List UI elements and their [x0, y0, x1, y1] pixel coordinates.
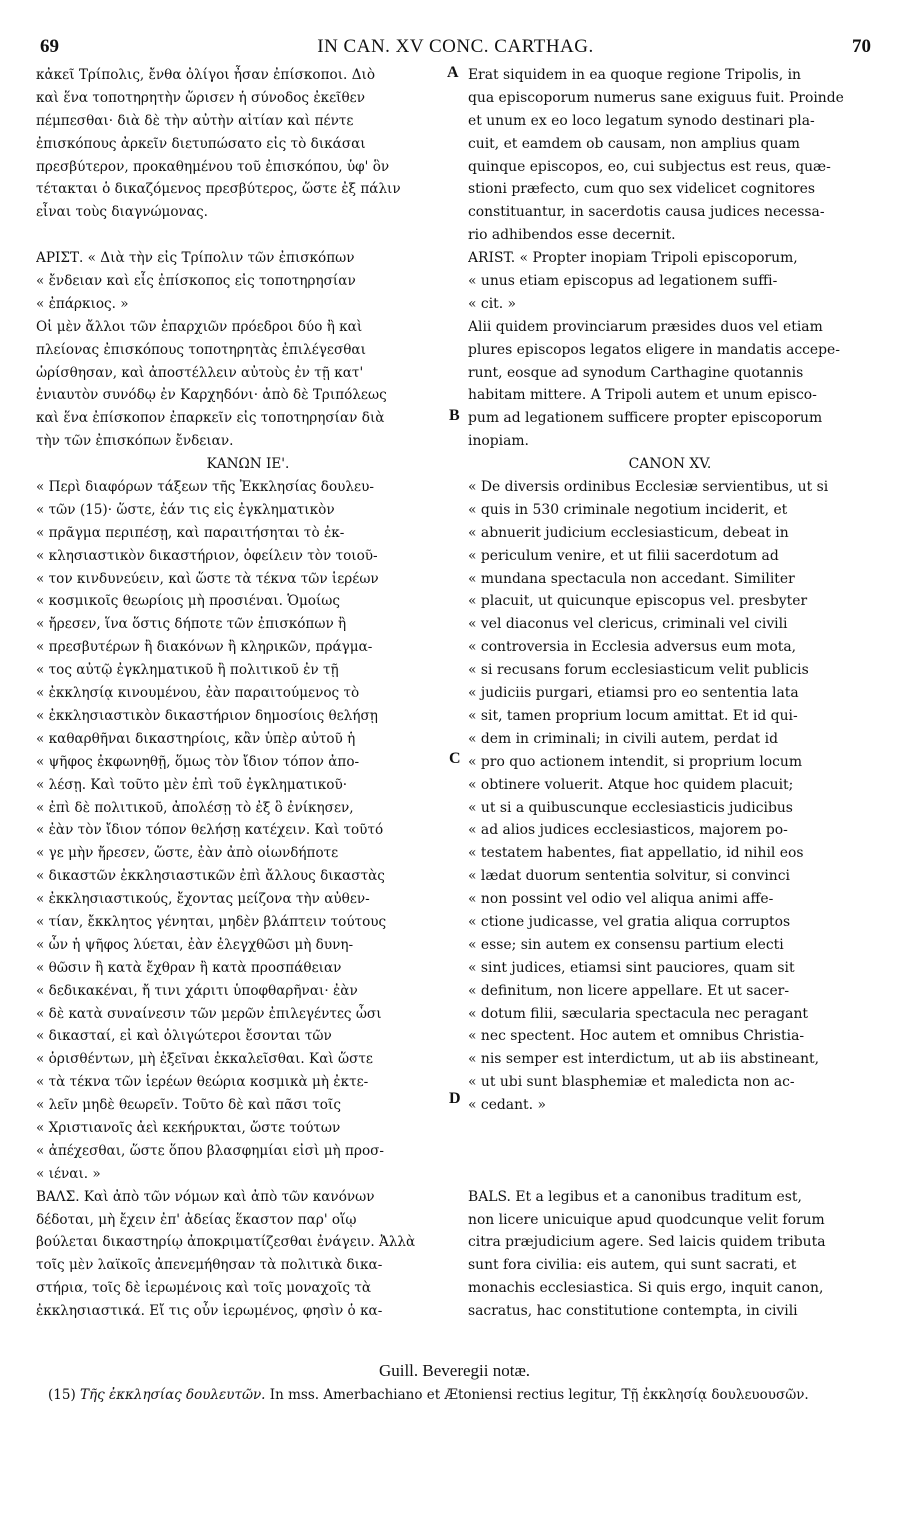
text-line: « sint judices, etiamsi sint pauciores, quam sit [468, 959, 795, 976]
text-line: καὶ ἕνα τοποτηρητὴν ὥρισεν ἡ σύνοδος ἐκεῖθεν [36, 89, 365, 106]
text-line: εἶναι τοὺς διαγνώμονας. [36, 204, 208, 221]
text-line: « non possint vel odio vel aliqua animi affe- [468, 891, 774, 908]
canon-heading: ΚΑΝΩΝ ΙΕ'. [206, 456, 290, 473]
text-line: ἐνιαυτὸν συνόδῳ ἐν Καρχηδόνι· ἀπὸ δὲ Τριπόλεως [36, 387, 387, 404]
text-line: « ad alios judices ecclesiasticos, majorem po- [468, 822, 788, 839]
text-line: « ἀπέχεσθαι, ὥστε ὅπου βλασφημίαι εἰσὶ μὴ προσ- [36, 1142, 385, 1159]
footnote-greek-phrase: Τῆς ἐκκλησίας δουλευτῶν. [80, 1387, 266, 1403]
page-header [40, 36, 871, 62]
text-line: « judiciis purgari, etiamsi pro eo sententia lata [468, 685, 799, 702]
text-line: « De diversis ordinibus Ecclesiæ servientibus, ut si [468, 479, 829, 496]
text-line: ARIST. « Propter inopiam Tripoli episcoporum, [468, 250, 798, 267]
margin-letter-c: C [449, 750, 461, 767]
text-line: quinque episcopos, eo, cui subjectus est reus, quæ- [468, 158, 831, 175]
text-line: « obtinere voluerit. Atque hoc quidem placuit; [468, 776, 794, 793]
text-line: rio adhibendos esse decernit. [468, 227, 676, 244]
text-line: non licere unicuique apud quodcunque velit forum [468, 1211, 825, 1228]
text-line: « dotum filii, sæcularia spectacula nec peragant [468, 1005, 808, 1022]
text-line: ὡρίσθησαν, καὶ ἀποστέλλειν αὐτοὺς ἐν τῇ κατ' [36, 364, 364, 381]
text-line: « dem in criminali; in civili autem, perdat id [468, 730, 779, 747]
text-line: « cedant. » [468, 1097, 546, 1114]
text-line: « testatem habentes, fiat appellatio, id nihil eos [468, 845, 804, 862]
text-line: δέδοται, μὴ ἔχειν ἐπ' ἀδείας ἕκαστον παρ' οἵῳ [36, 1211, 357, 1228]
text-line: πέμπεσθαι· διὰ δὲ τὴν αὐτὴν αἰτίαν καὶ πέντε [36, 112, 354, 129]
text-line: cuit, et eamdem ob causam, non amplius quam [468, 135, 800, 152]
text-line: « γε μὴν ἤρεσεν, ὥστε, ἐὰν ἀπὸ οἱωνδήποτε [36, 845, 339, 862]
text-line: « Χριστιανοῖς ἀεὶ κεκήρυκται, ὥστε τούτων [36, 1119, 341, 1136]
text-line: « controversia in Ecclesia adversus eum mota, [468, 639, 797, 656]
text-line: « δὲ κατὰ συναίνεσιν τῶν μερῶν ἐπιλεγέντες ὦσι [36, 1005, 382, 1022]
text-line: καὶ ἕνα ἐπίσκοπον ἐπαρκεῖν εἰς τοποτηρησίαν διὰ [36, 410, 385, 427]
text-line: « κοσμικοῖς θεωρίοις μὴ προσιέναι. Ὁμοίως [36, 593, 340, 610]
text-line: sunt fora civilia: eis autem, qui sunt sacrati, et [468, 1257, 797, 1274]
text-line: « λέσῃ. Καὶ τοῦτο μὲν ἐπὶ τοῦ ἐγκληματικοῦ· [36, 776, 348, 793]
text-line: πλείονας ἐπισκόπους τοποτηρητὰς ἐπιλέγεσθαι [36, 341, 366, 358]
latin-column [468, 64, 872, 1323]
text-line [36, 224, 460, 247]
text-line: « abnuerit judicium ecclesiasticum, debeat in [468, 524, 789, 541]
text-line: βούλεται δικαστηρίῳ ἀποκριματίζεσθαι ἐνάγειν. Ἀλλὰ [36, 1234, 416, 1251]
text-line: BALS. Et a legibus et a canonibus traditum est, [468, 1188, 802, 1205]
text-line: « vel diaconus vel clericus, criminali vel civili [468, 616, 788, 633]
text-line: « placuit, ut quicunque episcopus vel. presbyter [468, 593, 808, 610]
text-line: « ut ubi sunt blasphemiæ et maledicta non ac- [468, 1074, 795, 1091]
text-line: « πρεσβυτέρων ἢ διακόνων ἢ κληρικῶν, πράγμα- [36, 639, 373, 656]
text-line: « esse; sin autem ex consensu partium electi [468, 936, 784, 953]
footnote-number: (15) [48, 1387, 76, 1403]
text-line: sacratus, hac constitutione contempta, in civili [468, 1303, 798, 1320]
text-line: « ἐπάρκιος. » [36, 295, 129, 312]
text-line: « si recusans forum ecclesiasticum velit publicis [468, 662, 809, 679]
footnote-15 [40, 1387, 880, 1403]
text-line: pum ad legationem sufficere propter episcoporum [468, 410, 823, 427]
text-line: « ιέναι. » [36, 1165, 101, 1182]
text-line: « θῶσιν ἢ κατὰ ἔχθραν ἢ κατὰ προσπάθειαν [36, 959, 342, 976]
text-line: « periculum venire, et ut filii sacerdotum ad [468, 547, 779, 564]
text-line: « nec spectent. Hoc autem et omnibus Christia- [468, 1028, 805, 1045]
text-line: ΑΡΙΣΤ. « Διὰ τὴν εἰς Τρίπολιν τῶν ἐπισκόπων [36, 250, 355, 267]
text-line: « τὰ τέκνα τῶν ἱερέων θεώρια κοσμικὰ μὴ ἐκτε- [36, 1074, 369, 1091]
text-line: « nis semper est interdictum, ut ab iis abstineant, [468, 1051, 820, 1068]
text-line: « Περὶ διαφόρων τάξεων τῆς Ἐκκλησίας δουλευ- [36, 479, 374, 496]
text-line: τέτακται ὁ δικαζόμενος πρεσβύτερος, ὥστε ἐξ πάλιν [36, 181, 401, 198]
text-line: Alii quidem provinciarum præsides duos vel etiam [468, 318, 823, 335]
text-line [468, 1140, 872, 1163]
text-line [468, 1117, 872, 1140]
text-line: « ἐκκλησίᾳ κινουμένου, ἐὰν παραιτούμενος τὸ [36, 685, 360, 702]
text-line: κἀκεῖ Τρίπολις, ἔνθα ὀλίγοι ἦσαν ἐπίσκοποι. Διὸ [36, 67, 376, 83]
text-line: « unus etiam episcopus ad legationem suffi- [468, 273, 778, 290]
text-line: τοῖς μὲν λαϊκοῖς ἀπενεμήθησαν τὰ πολιτικὰ δικα- [36, 1257, 383, 1274]
text-line: runt, eosque ad synodum Carthagine quotannis [468, 364, 804, 381]
left-page-number: 69 [40, 36, 59, 57]
text-line: ΒΑΛΣ. Καὶ ἀπὸ τῶν νόμων καὶ ἀπὸ τῶν κανόνων [36, 1188, 375, 1205]
text-line: « λεῖν μηδὲ θεωρεῖν. Τοῦτο δὲ καὶ πᾶσι τοῖς [36, 1097, 341, 1114]
text-line: « πρᾶγμα περιπέσῃ, καὶ παραιτήσηται τὸ ἐκ- [36, 524, 345, 541]
text-line: « τος αὐτῷ ἐγκληματικοῦ ἢ πολιτικοῦ ἐν τῇ [36, 662, 339, 679]
text-line: πρεσβύτερον, προκαθημένου τοῦ ἐπισκόπου, ὑφ' ὃν [36, 158, 390, 175]
text-line: « definitum, non licere appellare. Et ut sacer- [468, 982, 790, 999]
text-line: « ὁρισθέντων, μὴ ἐξεῖναι ἐκκαλεῖσθαι. Καὶ ὥστε [36, 1051, 373, 1068]
text-line: « κλησιαστικὸν δικαστήριον, ὀφείλειν τὸν τοιοῦ- [36, 547, 378, 564]
text-line: constituantur, in sacerdotis causa judices necessa- [468, 204, 825, 221]
text-line: monachis ecclesiastica. Si quis ergo, inquit canon, [468, 1280, 824, 1297]
text-line: « lædat duorum sententia solvitur, si convinci [468, 868, 790, 885]
text-line: « ἐκκλησιαστικούς, ἔχοντας μείζονα τὴν αὐθεν- [36, 891, 370, 908]
text-line: « ψῆφος ἐκφωνηθῇ, ὅμως τὸν ἴδιον τόπον ἀπο- [36, 753, 360, 770]
text-line: ἐκκλησιαστικά. Εἴ τις οὖν ἱερωμένος, φησὶν ὁ κα- [36, 1303, 383, 1320]
text-line: plures episcopos legatos eligere in mandatis accepe- [468, 341, 840, 358]
text-line: στήρια, τοῖς δὲ ἱερωμένοις καὶ τοῖς μοναχοῖς τὰ [36, 1280, 372, 1297]
text-line: Οἱ μὲν ἄλλοι τῶν ἐπαρχιῶν πρόεδροι δύο ἢ καὶ [36, 318, 363, 335]
text-line: « ὧν ἡ ψῆφος λύεται, ἐὰν ἐλεγχθῶσι μὴ δυνη- [36, 936, 354, 953]
text-line: citra præjudicium agere. Sed laicis quidem tributa [468, 1234, 826, 1251]
text-line: stioni præfecto, cum quo sex videlicet cognitores [468, 181, 815, 198]
text-line: ἐπισκόπους ἀρκεῖν διετυπώσατο εἰς τὸ δικάσαι [36, 135, 366, 152]
text-line: τὴν τῶν ἐπισκόπων ἔνδειαν. [36, 433, 234, 450]
text-line: « ἐκκλησιαστικὸν δικαστήριον δημοσίοις θελήσῃ [36, 707, 378, 724]
text-line: « ἐὰν τὸν ἴδιον τόπον θελήσῃ κατέχειν. Καὶ τοῦτό [36, 822, 384, 839]
notes-title: Guill. Beveregii notæ. [378, 1361, 531, 1380]
text-line: « ctione judicasse, vel gratia aliqua corruptos [468, 913, 791, 930]
text-line: « δικασταί, εἰ καὶ ὀλιγώτεροι ἔσονται τῶν [36, 1028, 332, 1045]
greek-column [36, 64, 460, 1323]
text-line: « sit, tamen proprium locum amittat. Et id qui- [468, 707, 798, 724]
text-line: « cit. » [468, 295, 517, 312]
text-line: « ἐπὶ δὲ πολιτικοῦ, ἀπολέσῃ τὸ ἐξ ὃ ἐνίκησεν, [36, 799, 354, 816]
text-line: « ἤρεσεν, ἵνα ὅστις δήποτε τῶν ἐπισκόπων ἢ [36, 616, 347, 633]
text-line: et unum ex eo loco legatum synodo destinari pla- [468, 112, 815, 129]
running-title: IN CAN. XV CONC. CARTHAG. [317, 36, 594, 57]
text-line: « τον κινδυνεύειν, καὶ ὥστε τὰ τέκνα τῶν ἱερέων [36, 570, 379, 587]
text-line: inopiam. [468, 433, 529, 450]
text-line [468, 1163, 872, 1186]
right-page-number: 70 [852, 36, 871, 57]
margin-letter-d: D [449, 1090, 461, 1107]
text-line: « pro quo actionem intendit, si proprium locum [468, 753, 803, 770]
text-line: « ἔνδειαν καὶ εἷς ἐπίσκοπος εἰς τοποτηρησίαν [36, 273, 356, 290]
margin-letter-a: A [447, 64, 459, 81]
margin-letter-b: B [449, 407, 460, 424]
text-line: habitam mittere. A Tripoli autem et unum episco- [468, 387, 817, 404]
text-line: « ut si a quibuscunque ecclesiasticis judicibus [468, 799, 793, 816]
text-line: « τίαν, ἔκκλητος γένηται, μηδὲν βλάπτειν τούτους [36, 913, 387, 930]
canon-heading: CANON XV. [628, 456, 712, 473]
footnote-text: In mss. Amerbachiano et Ætoniensi rectius legitur, Τῇ ἐκκλησίᾳ δουλευουσῶν. [269, 1387, 809, 1403]
text-line: « mundana spectacula non accedant. Similiter [468, 570, 795, 587]
text-line: qua episcoporum numerus sane exiguus fuit. Proinde [468, 89, 844, 106]
text-line: « quis in 530 criminale negotium inciderit, et [468, 501, 788, 518]
text-line: « δεδικακέναι, ἤ τινι χάριτι ὑποφθαρῆναι· ἐὰν [36, 982, 358, 999]
text-line: « δικαστῶν ἐκκλησιαστικῶν ἐπὶ ἄλλους δικαστὰς [36, 868, 385, 885]
text-line: « τῶν (15)· ὥστε, ἐάν τις εἰς ἐγκληματικὸν [36, 501, 335, 518]
text-line: « καθαρθῆναι δικαστηρίοις, κἂν ὑπὲρ αὐτοῦ ἡ [36, 730, 356, 747]
text-line: Erat siquidem in ea quoque regione Tripolis, in [468, 67, 801, 83]
